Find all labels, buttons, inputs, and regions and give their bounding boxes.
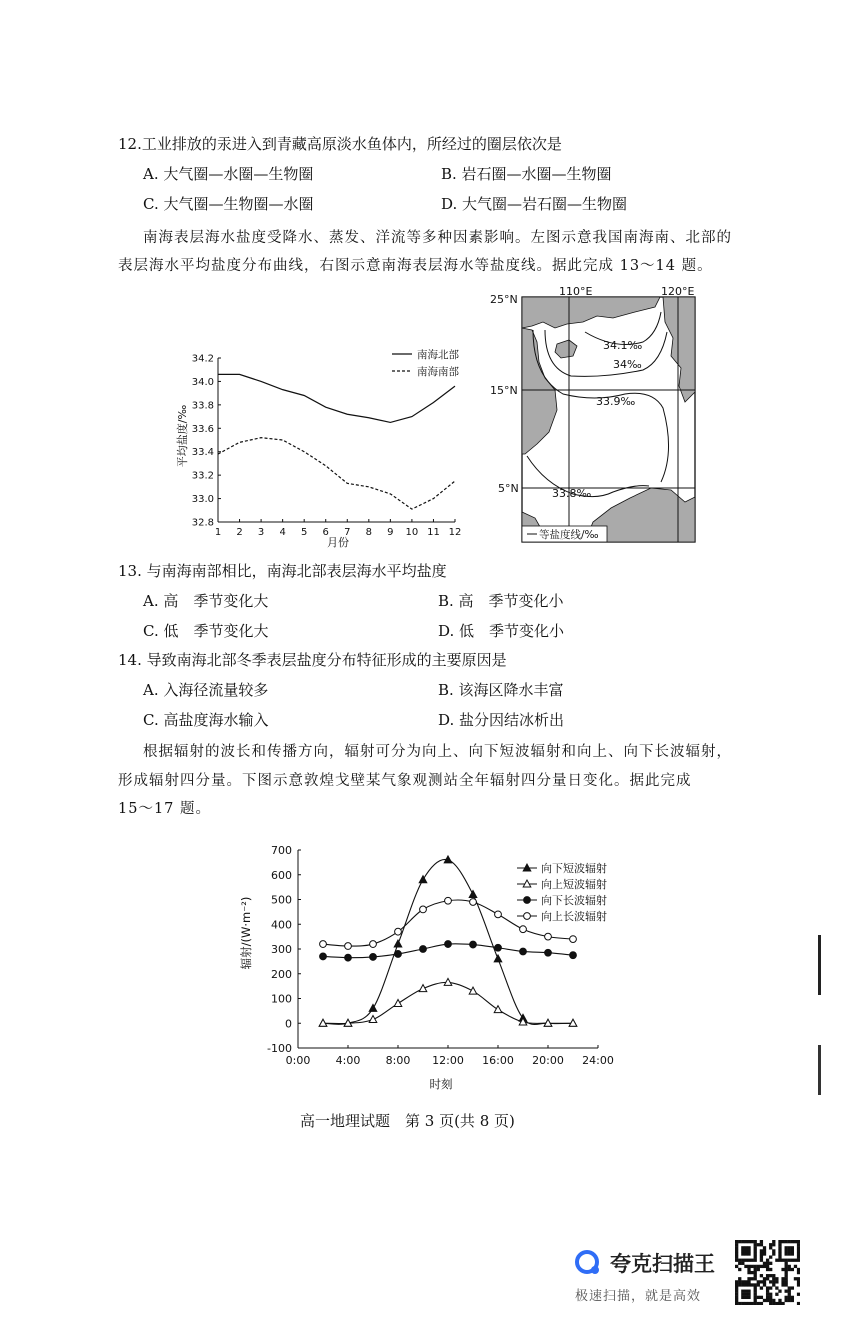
legend-marker-2 xyxy=(524,897,531,904)
radiation-x-label: 时刻 xyxy=(429,1077,453,1091)
radiation-point-0 xyxy=(469,891,477,898)
salinity-y-tick-label: 33.4 xyxy=(191,447,214,459)
q13-option-c: C. 低 季节变化大 xyxy=(143,622,269,640)
salinity-y-tick-label: 33.6 xyxy=(191,423,214,435)
radiation-point-1 xyxy=(494,1006,502,1013)
radiation-point-3 xyxy=(445,897,452,904)
radiation-point-3 xyxy=(345,943,352,950)
salinity-x-tick-label: 8 xyxy=(365,527,373,538)
q14-option-b: B. 该海区降水丰富 xyxy=(438,681,564,699)
lon-120e: 120°E xyxy=(661,285,695,298)
lon-110e: 110°E xyxy=(559,285,593,298)
salinity-x-tick-label: 6 xyxy=(322,527,329,538)
q12-option-c: C. 大气圈—生物圈—水圈 xyxy=(143,195,314,213)
salinity-x-tick-label: 9 xyxy=(387,527,394,538)
salinity-x-tick-label: 5 xyxy=(300,527,308,538)
radiation-point-2 xyxy=(395,951,402,958)
q14-option-a: A. 入海径流量较多 xyxy=(143,681,269,699)
radiation-y-tick-label: 400 xyxy=(271,918,292,932)
salinity-x-tick-label: 12 xyxy=(448,527,462,538)
radiation-y-tick-label: 600 xyxy=(271,868,292,882)
radiation-x-tick-label: 12:00 xyxy=(432,1054,464,1067)
salinity-y-tick-label: 32.8 xyxy=(191,517,214,529)
q13-stem: 13. 与南海南部相比，南海北部表层海水平均盐度 xyxy=(118,562,447,580)
salinity-x-tick-label: 11 xyxy=(427,527,440,538)
radiation-point-3 xyxy=(470,899,477,906)
radiation-series-line-1 xyxy=(323,982,573,1023)
radiation-point-3 xyxy=(420,906,427,913)
radiation-point-1 xyxy=(469,987,477,994)
radiation-y-tick-label: 100 xyxy=(271,992,292,1006)
page-footer: 高一地理试题 第 3 页(共 8 页) xyxy=(300,1112,515,1130)
watermark-brand: 夸克扫描王 xyxy=(610,1252,715,1276)
intro13-line2: 表层海水平均盐度分布曲线，右图示意南海表层海水等盐度线。据此完成 13～14 题。 xyxy=(118,258,713,274)
legend-north: 南海北部 xyxy=(417,349,459,361)
q12-stem: 12.工业排放的汞进入到青藏高原淡水鱼体内，所经过的圈层依次是 xyxy=(118,135,562,153)
radiation-x-tick-label: 4:00 xyxy=(335,1054,361,1067)
radiation-x-tick-label: 24:00 xyxy=(582,1054,614,1067)
radiation-point-3 xyxy=(320,941,327,948)
q13-option-d: D. 低 季节变化小 xyxy=(438,622,565,640)
radiation-point-1 xyxy=(369,1016,377,1023)
salinity-x-tick-label: 1 xyxy=(214,527,222,538)
iso-label-33-8: 33.8‰ xyxy=(552,487,592,500)
radiation-point-2 xyxy=(345,954,352,961)
salinity-x-tick-label: 2 xyxy=(236,527,243,538)
radiation-x-tick-label: 8:00 xyxy=(385,1054,411,1067)
radiation-point-2 xyxy=(520,948,527,955)
radiation-y-tick-label: 300 xyxy=(271,943,292,956)
radiation-y-label: 辐射/(W·m⁻²) xyxy=(239,896,253,970)
radiation-point-2 xyxy=(470,941,477,948)
intro15-line3: 15～17 题。 xyxy=(118,801,212,817)
q12-option-a: A. 大气圈—水圈—生物圈 xyxy=(143,165,314,183)
salinity-x-tick-label: 3 xyxy=(257,527,265,538)
radiation-y-tick-label: -100 xyxy=(267,1042,292,1055)
radiation-y-tick-label: 500 xyxy=(271,893,292,907)
salinity-x-tick-label: 4 xyxy=(279,527,286,538)
radiation-point-0 xyxy=(419,876,427,883)
radiation-point-2 xyxy=(495,944,502,951)
radiation-y-tick-label: 700 xyxy=(271,844,292,857)
q14-option-c: C. 高盐度海水输入 xyxy=(143,711,269,729)
radiation-y-tick-label: 200 xyxy=(271,967,292,981)
lat-15n: 15°N xyxy=(490,384,518,397)
salinity-y-tick-label: 33.8 xyxy=(191,400,214,412)
radiation-series-line-3 xyxy=(323,900,573,946)
legend-marker-3 xyxy=(524,913,531,920)
radiation-point-0 xyxy=(369,1004,377,1011)
scan-edge-mark-2 xyxy=(818,1045,821,1095)
salinity-y-tick-label: 34.2 xyxy=(191,353,214,365)
salinity-y-tick-label: 34.0 xyxy=(191,376,214,388)
legend-label-1: 向上短波辐射 xyxy=(541,878,607,891)
radiation-point-1 xyxy=(394,999,402,1006)
radiation-point-3 xyxy=(570,936,577,943)
radiation-point-3 xyxy=(395,928,402,935)
q12-option-d: D. 大气圈—岩石圈—生物圈 xyxy=(441,195,628,213)
radiation-point-0 xyxy=(394,940,402,947)
radiation-y-tick-label: 0 xyxy=(285,1017,292,1031)
q13-option-b: B. 高 季节变化小 xyxy=(438,592,564,610)
radiation-point-2 xyxy=(445,941,452,948)
salinity-chart xyxy=(170,340,470,555)
radiation-point-3 xyxy=(370,941,377,948)
q12-option-b: B. 岩石圈—水圈—生物圈 xyxy=(441,165,612,183)
radiation-x-tick-label: 0:00 xyxy=(285,1054,311,1067)
iso-label-34-1: 34.1‰ xyxy=(603,339,643,352)
q14-stem: 14. 导致南海北部冬季表层盐度分布特征形成的主要原因是 xyxy=(118,651,507,669)
radiation-x-tick-label: 20:00 xyxy=(532,1054,564,1067)
scan-edge-mark xyxy=(818,935,821,995)
radiation-point-2 xyxy=(420,946,427,953)
radiation-point-3 xyxy=(545,933,552,940)
legend-south: 南海南部 xyxy=(417,366,459,378)
radiation-point-2 xyxy=(320,953,327,960)
legend-label-3: 向上长波辐射 xyxy=(541,910,607,923)
series-south-line xyxy=(218,438,455,509)
radiation-point-2 xyxy=(370,954,377,961)
radiation-point-2 xyxy=(570,952,577,959)
qr-code-icon xyxy=(735,1240,800,1305)
lat-5n: 5°N xyxy=(498,482,519,495)
salinity-x-tick-label: 7 xyxy=(344,527,351,538)
intro15-line2: 形成辐射四分量。下图示意敦煌戈壁某气象观测站全年辐射四分量日变化。据此完成 xyxy=(118,773,692,789)
salinity-x-tick-label: 10 xyxy=(405,527,419,538)
salinity-x-label: 月份 xyxy=(327,536,349,549)
lat-25n: 25°N xyxy=(490,293,518,306)
salinity-y-tick-label: 33.0 xyxy=(191,494,214,506)
radiation-point-2 xyxy=(545,949,552,956)
series-north-line xyxy=(218,374,455,422)
radiation-x-tick-label: 16:00 xyxy=(482,1054,514,1067)
iso-label-33-9: 33.9‰ xyxy=(596,395,636,408)
q13-option-a: A. 高 季节变化大 xyxy=(143,592,269,610)
quark-logo-icon xyxy=(575,1250,599,1274)
salinity-map xyxy=(485,282,700,547)
legend-label-2: 向下长波辐射 xyxy=(541,894,607,907)
radiation-point-0 xyxy=(494,955,502,962)
legend-label-0: 向下短波辐射 xyxy=(541,862,607,875)
radiation-chart xyxy=(235,838,655,1093)
watermark-slogan: 极速扫描，就是高效 xyxy=(575,1289,702,1304)
radiation-point-3 xyxy=(495,911,502,918)
map-legend: 等盐度线/‰ xyxy=(539,529,599,541)
q14-option-d: D. 盐分因结冰析出 xyxy=(438,711,565,729)
radiation-point-3 xyxy=(520,926,527,933)
intro15-line1: 根据辐射的波长和传播方向，辐射可分为向上、向下短波辐射和向上、向下长波辐射， xyxy=(143,744,732,760)
salinity-y-tick-label: 33.2 xyxy=(191,470,214,482)
salinity-y-label: 平均盐度/‰ xyxy=(176,404,189,468)
iso-label-34: 34‰ xyxy=(613,358,642,371)
intro13-line1: 南海表层海水盐度受降水、蒸发、洋流等多种因素影响。左图示意我国南海南、北部的 xyxy=(143,230,732,246)
